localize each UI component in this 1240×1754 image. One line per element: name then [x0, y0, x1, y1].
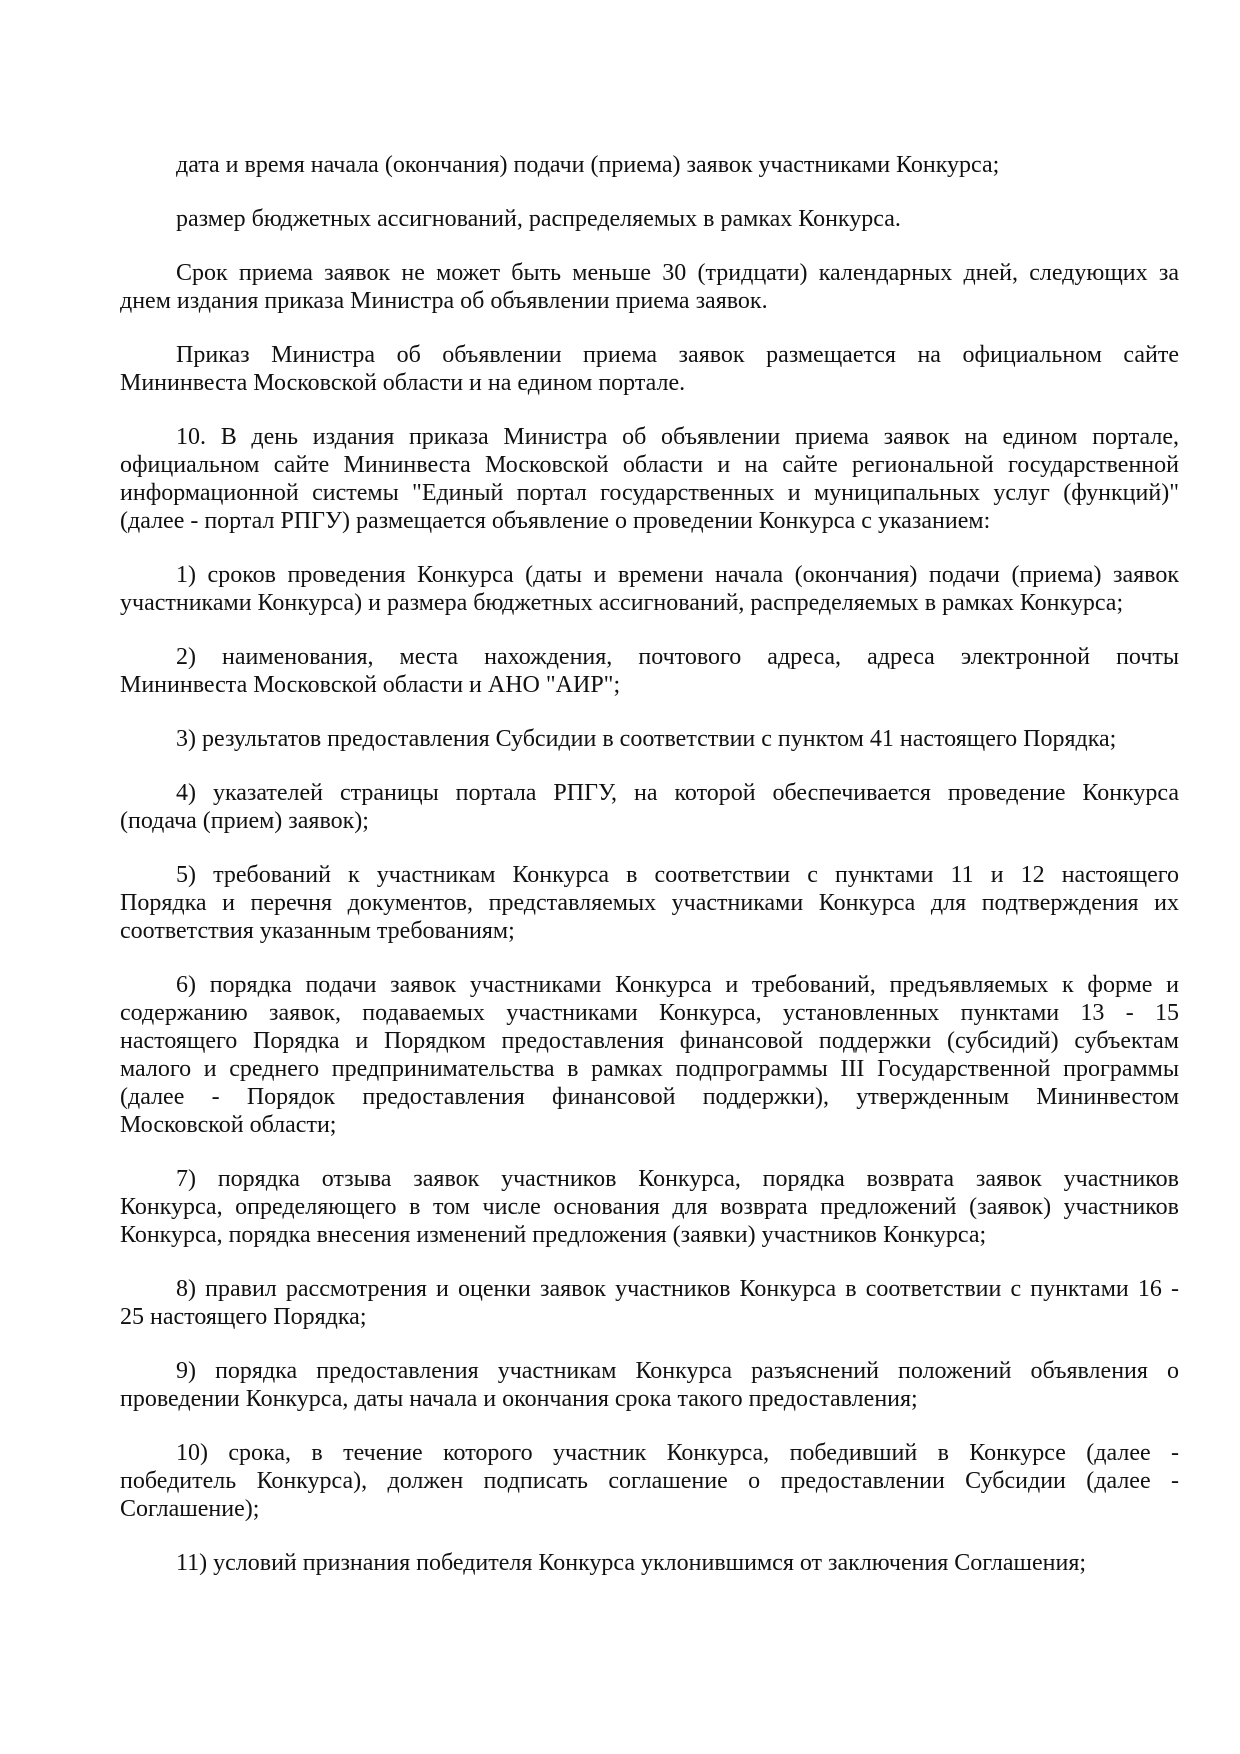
paragraph [120, 151, 1179, 179]
text-line: (далее - портал РПГУ) размещается объявление о проведении Конкурса с указанием: [120, 508, 991, 534]
paragraph [120, 1357, 1179, 1413]
text-line: соответствия указанным требованиям; [120, 918, 515, 944]
text-line: днем издания приказа Министра об объявлении приема заявок. [120, 288, 768, 314]
text-line: Мининвеста Московской области и на едином портале. [120, 370, 686, 396]
text-line: 8) правил рассмотрения и оценки заявок участников Конкурса в соответствии с пунктами 16 - [176, 1276, 1179, 1302]
text-line: 6) порядка подачи заявок участниками Конкурса и требований, предъявляемых к форме и [176, 972, 1179, 998]
text-line: (далее - Порядок предоставления финансовой поддержки), утвержденным Мининвестом [120, 1084, 1179, 1110]
paragraph [120, 1439, 1179, 1523]
text-line: Срок приема заявок не может быть меньше 30 (тридцати) календарных дней, следующих за [176, 260, 1179, 286]
text-line: 3) результатов предоставления Субсидии в соответствии с пунктом 41 настоящего Порядка; [176, 726, 1117, 752]
text-line: 7) порядка отзыва заявок участников Конкурса, порядка возврата заявок участников [176, 1166, 1179, 1192]
text-line: Московской области; [120, 1112, 337, 1138]
text-line: 1) сроков проведения Конкурса (даты и времени начала (окончания) подачи (приема) заявок [176, 562, 1179, 588]
paragraph [120, 779, 1179, 835]
text-line: Приказ Министра об объявлении приема заявок размещается на официальном сайте [176, 342, 1179, 368]
paragraph [120, 1275, 1179, 1331]
text-line: официальном сайте Мининвеста Московской области и на сайте региональной государственной [120, 452, 1179, 478]
text-line: 5) требований к участникам Конкурса в соответствии с пунктами 11 и 12 настоящего [176, 862, 1179, 888]
text-line: настоящего Порядка и Порядком предоставления финансовой поддержки (субсидий) субъектам [120, 1028, 1179, 1054]
text-line: 2) наименования, места нахождения, почтового адреса, адреса электронной почты [176, 644, 1179, 670]
text-line: размер бюджетных ассигнований, распределяемых в рамках Конкурса. [176, 206, 901, 232]
document-page [120, 151, 1179, 1603]
text-line: Мининвеста Московской области и АНО "АИР"; [120, 672, 621, 698]
text-line: победитель Конкурса), должен подписать соглашение о предоставлении Субсидии (далее - [120, 1468, 1179, 1494]
text-line: Конкурса, порядка внесения изменений предложения (заявки) участников Конкурса; [120, 1222, 987, 1248]
text-line: 10) срока, в течение которого участник Конкурса, победивший в Конкурсе (далее - [176, 1440, 1179, 1466]
paragraph [120, 423, 1179, 535]
paragraph [120, 341, 1179, 397]
paragraph [120, 861, 1179, 945]
text-line: Конкурса, определяющего в том числе основания для возврата предложений (заявок) участников [120, 1194, 1179, 1220]
text-line: содержанию заявок, подаваемых участниками Конкурса, установленных пунктами 13 - 15 [120, 1000, 1179, 1026]
text-line: 9) порядка предоставления участникам Конкурса разъяснений положений объявления о [176, 1358, 1179, 1384]
text-line: 11) условий признания победителя Конкурса уклонившимся от заключения Соглашения; [176, 1550, 1087, 1576]
paragraph [120, 205, 1179, 233]
paragraph [120, 1549, 1179, 1577]
paragraph [120, 725, 1179, 753]
paragraph [120, 1165, 1179, 1249]
paragraph [120, 259, 1179, 315]
text-line: малого и среднего предпринимательства в рамках подпрограммы III Государственной программы [120, 1056, 1179, 1082]
text-line: участниками Конкурса) и размера бюджетных ассигнований, распределяемых в рамках Конкурса; [120, 590, 1124, 616]
text-line: Соглашение); [120, 1496, 260, 1522]
text-line: (подача (прием) заявок); [120, 808, 369, 834]
text-line: дата и время начала (окончания) подачи (приема) заявок участниками Конкурса; [176, 152, 1000, 178]
text-line: информационной системы "Единый портал государственных и муниципальных услуг (функций)" [120, 480, 1179, 506]
text-line: Порядка и перечня документов, представляемых участниками Конкурса для подтверждения их [120, 890, 1179, 916]
text-line: 4) указателей страницы портала РПГУ, на которой обеспечивается проведение Конкурса [176, 780, 1179, 806]
text-line: 10. В день издания приказа Министра об объявлении приема заявок на едином портале, [176, 424, 1179, 450]
paragraph [120, 561, 1179, 617]
paragraph [120, 971, 1179, 1139]
paragraph [120, 643, 1179, 699]
text-line: 25 настоящего Порядка; [120, 1304, 367, 1330]
text-line: проведении Конкурса, даты начала и окончания срока такого предоставления; [120, 1386, 918, 1412]
